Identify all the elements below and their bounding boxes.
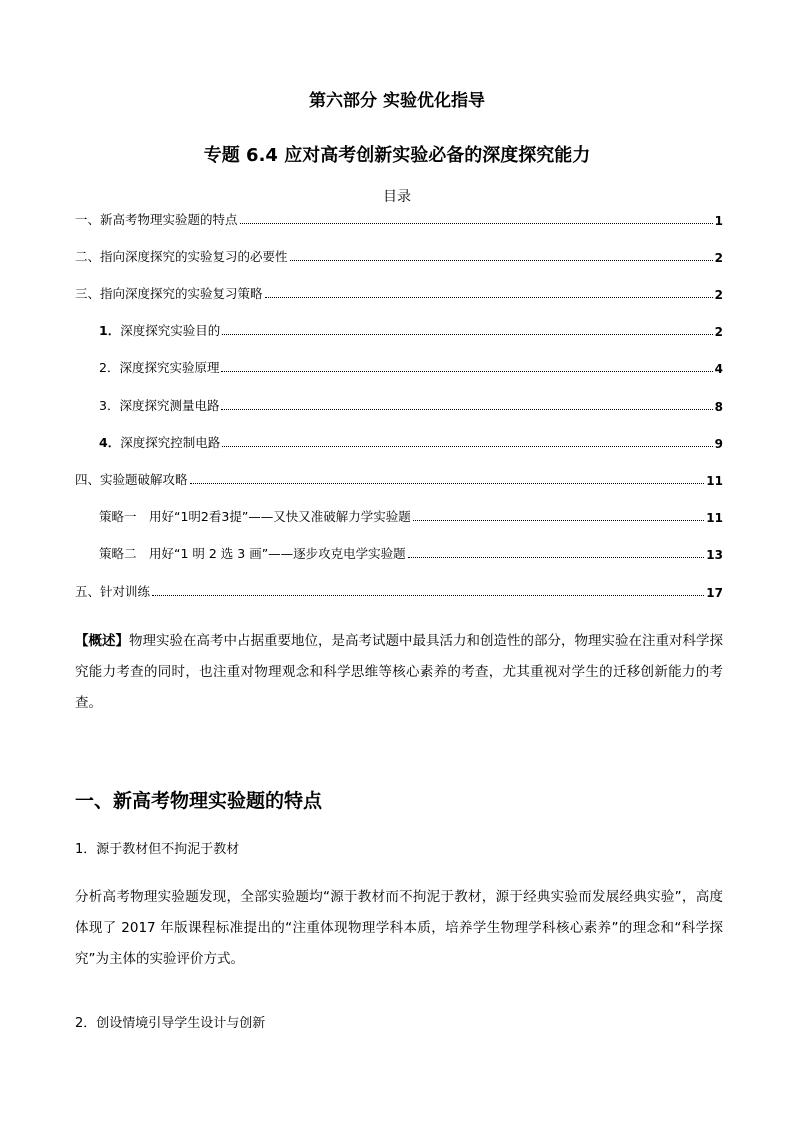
toc-entry[interactable]: [75, 208, 723, 228]
toc-entry-label: [99, 358, 219, 376]
toc-leader-dots: [152, 594, 704, 596]
toc-entry-label: [99, 396, 219, 414]
toc-leader-dots: [221, 370, 712, 372]
summary-paragraph: [75, 626, 723, 719]
toc-entry-label: [99, 433, 220, 451]
toc-entry-number: 4．: [99, 435, 121, 450]
toc-entry-page: 2: [714, 288, 723, 302]
toc-entry-page: 2: [714, 251, 723, 265]
toc-entry-label: 四、实验题破解攻略: [75, 472, 188, 487]
toc-entry-label: [99, 321, 220, 339]
toc-entry[interactable]: [75, 580, 723, 600]
toc-entry-label: 策略一 用好“1明2看3提”——又快又准破解力学实验题: [99, 509, 411, 524]
toc-leader-dots: [413, 519, 704, 521]
toc-entry-text: 深度探究控制电路: [120, 435, 221, 450]
toc-entry-page: 9: [714, 437, 723, 451]
toc-entry[interactable]: [99, 356, 723, 376]
toc-entry-label: 一、新高考物理实验题的特点: [75, 212, 238, 227]
toc-entry[interactable]: [75, 282, 723, 302]
toc-entry-number: 2．: [99, 360, 120, 375]
toc-entry-page: 13: [706, 548, 723, 562]
toc-entry[interactable]: [75, 245, 723, 265]
toc-leader-dots: [408, 556, 705, 558]
toc-entry-page: 1: [714, 214, 723, 228]
section-heading: 一、新高考物理实验题的特点: [75, 790, 323, 812]
body-paragraph: 分析高考物理实验题发现，全部实验题均“源于教材而不拘泥于教材，源于经典实验而发展经典实验”，高度体现了 2017 年版课程标准提出的“注重体现物理学科本质，培养学生物理学科核心素养”的理念和“科学探究”为主体的实验评价方式。: [75, 889, 723, 967]
subsection-heading: 2．创设情境引导学生设计与创新: [75, 1016, 266, 1031]
toc-heading: 目录: [383, 189, 411, 205]
toc-entry-text: 深度探究测量电路: [119, 398, 220, 413]
toc-entry-label: 策略二 用好“1 明 2 选 3 画”——逐步攻克电学实验题: [99, 546, 406, 561]
toc-entry-label: 三、指向深度探究的实验复习策略: [75, 286, 263, 301]
toc-entry-label: 五、针对训练: [75, 584, 151, 599]
toc-leader-dots: [222, 445, 712, 447]
toc-entry[interactable]: [99, 431, 723, 451]
toc-entry-page: 11: [706, 511, 723, 525]
toc-entry-label: 二、指向深度探究的实验复习的必要性: [75, 249, 288, 264]
toc-entry-text: 深度探究实验目的: [120, 323, 221, 338]
topic-title: 专题 6.4 应对高考创新实验必备的深度探究能力: [203, 145, 591, 166]
toc-leader-dots: [240, 222, 713, 224]
toc-entry-page: 4: [714, 362, 723, 376]
summary-tag: 【概述】: [75, 633, 129, 649]
toc-entry-page: 2: [714, 325, 723, 339]
toc-entry[interactable]: [99, 505, 723, 525]
toc-entry-text: 深度探究实验原理: [119, 360, 220, 375]
toc-entry[interactable]: [99, 542, 723, 562]
subsection-heading: 1．源于教材但不拘泥于教材: [75, 842, 240, 857]
summary-text: 物理实验在高考中占据重要地位，是高考试题中最具活力和创造性的部分，物理实验在注重对科学探究能力考查的同时，也注重对物理观念和科学思维等核心素养的考查，尤其重视对学生的迁移创新能力的考查。: [75, 633, 723, 711]
toc-entry[interactable]: [99, 319, 723, 339]
toc-entry[interactable]: [99, 394, 723, 414]
toc-leader-dots: [221, 408, 712, 410]
toc-entry-number: 1．: [99, 323, 121, 338]
toc-leader-dots: [222, 333, 712, 335]
part-title: 第六部分 实验优化指导: [309, 91, 485, 111]
toc-leader-dots: [190, 482, 705, 484]
toc-entry-number: 3．: [99, 398, 120, 413]
toc-entry-page: 17: [706, 586, 723, 600]
toc-entry-page: 11: [706, 474, 723, 488]
toc-entry[interactable]: [75, 468, 723, 488]
toc-entry-page: 8: [714, 400, 723, 414]
toc-leader-dots: [290, 259, 713, 261]
toc-leader-dots: [265, 296, 713, 298]
